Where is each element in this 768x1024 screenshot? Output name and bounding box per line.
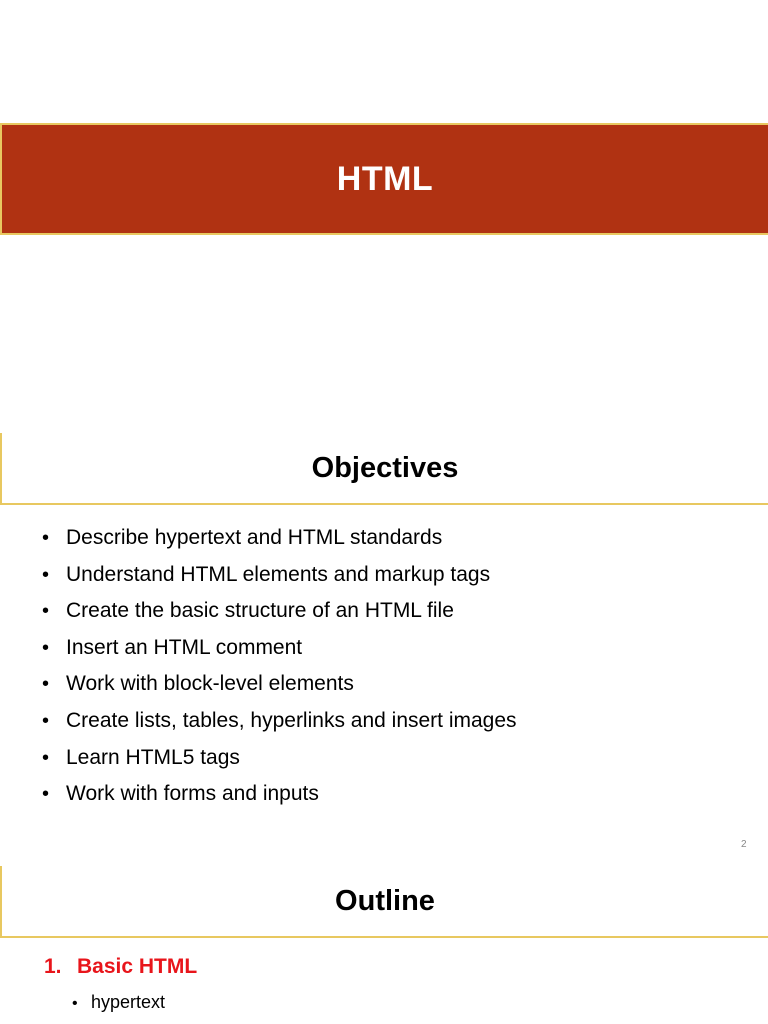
list-item-text: Describe hypertext and HTML standards xyxy=(66,526,443,549)
bullet-icon: • xyxy=(42,636,50,659)
outline-heading: Outline xyxy=(335,884,435,917)
list-item xyxy=(42,630,517,667)
bullet-icon: • xyxy=(42,600,50,623)
list-item xyxy=(42,557,517,594)
bullet-icon: • xyxy=(42,563,50,586)
list-item-text: Insert an HTML comment xyxy=(66,635,303,659)
outline-sub-item-text: hypertext xyxy=(91,992,166,1012)
bullet-icon: • xyxy=(42,673,50,696)
objectives-header xyxy=(0,433,768,505)
bullet-icon: • xyxy=(42,527,50,549)
objectives-list xyxy=(42,520,517,813)
outline-section-label: Basic HTML xyxy=(77,955,198,978)
list-item-text: Create the basic structure of an HTML file xyxy=(66,599,454,623)
list-item-text: Work with block-level elements xyxy=(66,672,354,696)
list-item xyxy=(42,703,517,740)
bullet-icon: • xyxy=(42,746,50,769)
list-item-text: Work with forms and inputs xyxy=(66,782,319,806)
page-number: 2 xyxy=(741,839,747,850)
list-item xyxy=(42,740,517,777)
outline-section-item xyxy=(44,955,197,979)
bullet-icon: • xyxy=(42,709,50,732)
list-item-text: Understand HTML elements and markup tags xyxy=(66,562,491,586)
list-item xyxy=(42,593,517,630)
outline-sub-item xyxy=(72,992,165,1013)
list-item-text: Create lists, tables, hyperlinks and insert images xyxy=(66,708,517,732)
list-item xyxy=(42,520,517,557)
list-item xyxy=(42,666,517,703)
list-item-text: Learn HTML5 tags xyxy=(66,745,240,769)
outline-section-number: 1. xyxy=(44,955,62,978)
objectives-heading: Objectives xyxy=(311,451,459,484)
list-item xyxy=(42,776,517,813)
slide-title: HTML xyxy=(336,159,434,198)
bullet-icon: • xyxy=(42,783,50,806)
outline-header xyxy=(0,866,768,938)
bullet-icon: • xyxy=(72,995,78,1012)
title-banner xyxy=(0,123,768,235)
